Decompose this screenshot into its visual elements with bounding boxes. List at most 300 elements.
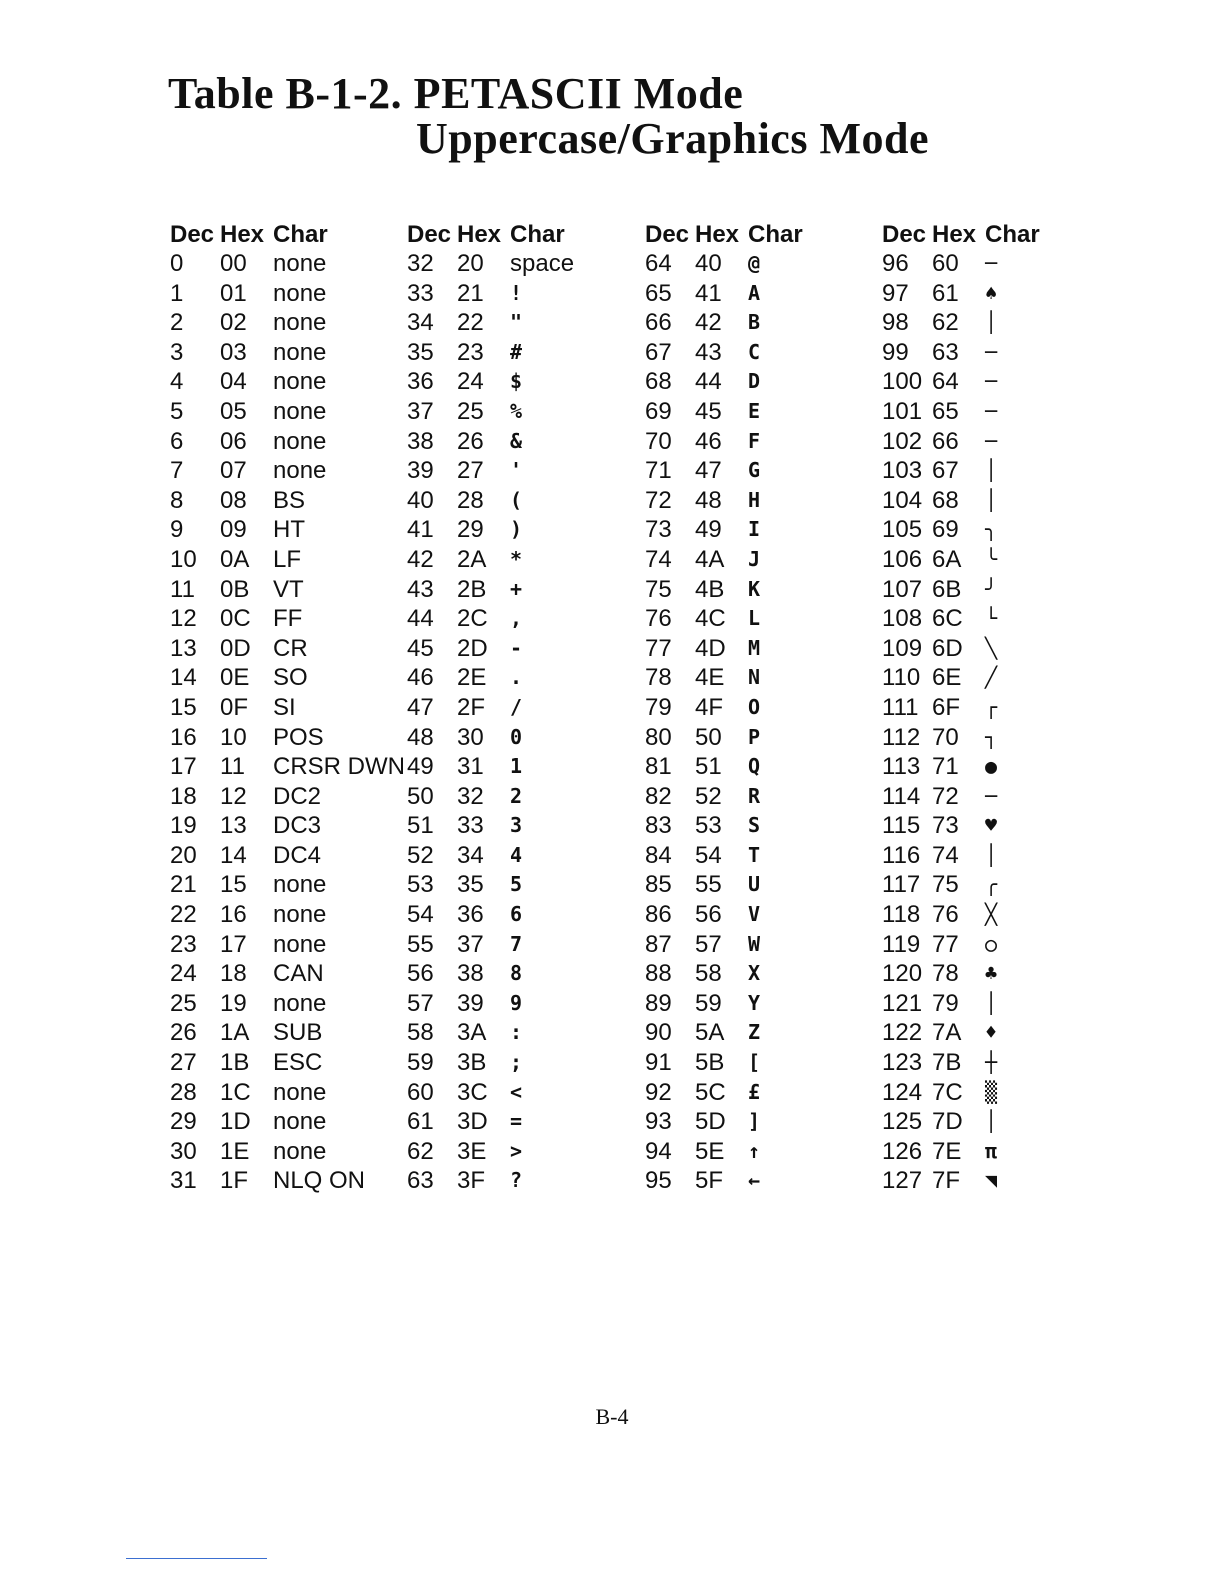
hex-cell: 3B (457, 1049, 487, 1077)
hex-cell: 3D (457, 1108, 488, 1136)
hex-cell: 2E (457, 664, 487, 692)
hex-cell: 4B (695, 575, 725, 603)
char-cell: ▒ (985, 1079, 998, 1104)
char-cell: ┌ (985, 694, 998, 719)
hex-cell: 2B (457, 575, 487, 603)
hex-cell: 18 (220, 960, 247, 988)
table-subtitle: Uppercase/Graphics Mode (416, 114, 929, 163)
char-cell: none (273, 279, 327, 307)
hex-cell: 27 (457, 457, 484, 485)
char-cell: BS (273, 486, 306, 514)
char-cell: ╲ (985, 635, 998, 660)
hex-cell: 44 (695, 368, 722, 396)
hex-cell: 70 (932, 723, 959, 751)
char-cell: ┼ (985, 1050, 998, 1075)
dec-cell: 92 (645, 1078, 672, 1106)
char-cell: ) (510, 517, 523, 542)
hex-cell: 35 (457, 871, 484, 899)
dec-cell: 104 (882, 486, 923, 514)
hex-cell: 01 (220, 279, 247, 307)
dec-cell: 107 (882, 575, 923, 603)
hex-cell: 3C (457, 1078, 488, 1106)
hex-cell: 7D (932, 1108, 963, 1136)
hex-cell: 7A (932, 1019, 962, 1047)
hex-cell: 56 (695, 901, 722, 929)
dec-cell: 73 (645, 516, 672, 544)
hex-cell: 60 (932, 250, 959, 277)
hex-cell: 6F (932, 693, 961, 721)
dec-cell: 90 (645, 1019, 672, 1047)
dec-cell: 12 (170, 605, 197, 633)
char-cell: X (748, 961, 761, 986)
dec-cell: 61 (407, 1108, 434, 1136)
hex-cell: 53 (695, 812, 722, 840)
dec-cell: 60 (407, 1078, 434, 1106)
dec-cell: 95 (645, 1167, 672, 1195)
char-cell: ] (748, 1109, 761, 1134)
dec-cell: 6 (170, 427, 184, 455)
hex-cell: 79 (932, 989, 959, 1017)
hex-cell: 72 (932, 782, 959, 810)
hex-cell: 09 (220, 516, 247, 544)
dec-cell: 53 (407, 871, 434, 899)
char-cell: S (748, 813, 761, 838)
dec-cell: 82 (645, 782, 672, 810)
dec-cell: 80 (645, 723, 672, 751)
hex-cell: 51 (695, 753, 722, 781)
char-cell: L (748, 606, 761, 631)
hex-cell: 25 (457, 397, 484, 425)
dec-cell: 87 (645, 930, 672, 958)
dec-cell: 46 (407, 664, 434, 692)
dec-cell: 30 (170, 1137, 197, 1165)
dec-cell: 47 (407, 693, 434, 721)
dec-cell: 76 (645, 605, 672, 633)
hex-cell: 59 (695, 989, 722, 1017)
dec-cell: 93 (645, 1108, 672, 1136)
header-dec: Dec (407, 221, 452, 248)
char-cell: T (748, 842, 761, 867)
hex-cell: 42 (695, 309, 722, 337)
char-cell: VT (273, 575, 304, 603)
dec-cell: 112 (882, 723, 921, 751)
hex-cell: 20 (457, 250, 484, 277)
char-cell: 8 (510, 961, 523, 986)
hex-cell: 19 (220, 989, 247, 1017)
hex-cell: 62 (932, 309, 959, 337)
char-cell: Q (748, 754, 761, 779)
dec-cell: 72 (645, 486, 672, 514)
char-cell: none (273, 1108, 327, 1136)
char-cell: ─ (985, 369, 998, 394)
hex-cell: 40 (695, 250, 722, 277)
char-cell: M (748, 635, 761, 660)
dec-cell: 25 (170, 989, 197, 1017)
dec-cell: 57 (407, 989, 434, 1017)
char-cell: [ (748, 1050, 761, 1075)
char-cell: HT (273, 516, 305, 544)
char-cell: 4 (510, 842, 523, 867)
dec-cell: 3 (170, 338, 184, 366)
hex-cell: 68 (932, 486, 959, 514)
char-cell: none (273, 1137, 327, 1165)
char-cell: none (273, 1078, 327, 1106)
dec-cell: 7 (170, 457, 184, 485)
dec-cell: 99 (882, 338, 909, 366)
hex-cell: 4C (695, 605, 726, 633)
dec-cell: 28 (170, 1078, 197, 1106)
hex-cell: 02 (220, 309, 247, 337)
header-hex: Hex (220, 221, 265, 248)
dec-cell: 124 (882, 1078, 923, 1106)
hex-cell: 4E (695, 664, 725, 692)
dec-cell: 14 (170, 664, 197, 692)
dec-cell: 106 (882, 545, 923, 573)
char-cell: DC2 (273, 782, 322, 810)
dec-cell: 1 (170, 279, 184, 307)
header-dec: Dec (170, 221, 215, 248)
char-cell: none (273, 397, 327, 425)
char-cell: │ (985, 487, 998, 512)
dec-cell: 100 (882, 368, 923, 396)
dec-cell: 98 (882, 309, 909, 337)
char-cell: V (748, 902, 761, 927)
header-hex: Hex (457, 221, 502, 248)
hex-cell: 45 (695, 397, 722, 425)
char-cell: W (748, 931, 761, 956)
dec-cell: 79 (645, 693, 672, 721)
char-cell: > (510, 1138, 523, 1163)
hex-cell: 1A (220, 1019, 250, 1047)
char-cell: CAN (273, 960, 324, 988)
dec-cell: 8 (170, 486, 184, 514)
hex-cell: 34 (457, 841, 484, 869)
char-cell: π (985, 1138, 998, 1163)
dec-cell: 118 (882, 901, 921, 929)
dec-cell: 83 (645, 812, 672, 840)
dec-cell: 89 (645, 989, 672, 1017)
char-cell: : (510, 1020, 523, 1045)
char-cell: = (510, 1109, 523, 1134)
char-cell: DC3 (273, 812, 322, 840)
dec-cell: 33 (407, 279, 434, 307)
dec-cell: 48 (407, 723, 434, 751)
dec-cell: 9 (170, 516, 184, 544)
dec-cell: 52 (407, 841, 434, 869)
dec-cell: 68 (645, 368, 672, 396)
dec-cell: 125 (882, 1108, 923, 1136)
dec-cell: 26 (170, 1019, 197, 1047)
hex-cell: 63 (932, 338, 959, 366)
dec-cell: 15 (170, 693, 197, 721)
dec-cell: 94 (645, 1137, 672, 1165)
dec-cell: 5 (170, 397, 184, 425)
hex-cell: 46 (695, 427, 722, 455)
hex-cell: 61 (932, 279, 959, 307)
dec-cell: 113 (882, 753, 921, 781)
char-cell: SO (273, 664, 308, 692)
dec-cell: 111 (882, 693, 919, 721)
char-cell: * (510, 546, 523, 571)
char-cell: CR (273, 634, 308, 662)
char-cell: 3 (510, 813, 523, 838)
char-cell: D (748, 369, 761, 394)
char-cell: , (510, 606, 523, 631)
hex-cell: 26 (457, 427, 484, 455)
char-cell: H (748, 487, 761, 512)
dec-cell: 120 (882, 960, 923, 988)
char-cell: J (748, 546, 761, 571)
hex-cell: 41 (695, 279, 722, 307)
footer-rule (126, 1558, 267, 1559)
hex-cell: 03 (220, 338, 247, 366)
char-cell: ─ (985, 251, 998, 275)
hex-cell: 4A (695, 545, 725, 573)
dec-cell: 4 (170, 368, 184, 396)
char-cell: none (273, 338, 327, 366)
dec-cell: 101 (882, 397, 923, 425)
char-cell: 5 (510, 872, 523, 897)
hex-cell: 52 (695, 782, 722, 810)
hex-cell: 1C (220, 1078, 251, 1106)
hex-cell: 33 (457, 812, 484, 840)
dec-cell: 45 (407, 634, 434, 662)
char-cell: none (273, 250, 327, 277)
hex-cell: 4D (695, 634, 726, 662)
char-cell: U (748, 872, 761, 897)
char-cell: ← (748, 1168, 761, 1193)
dec-cell: 56 (407, 960, 434, 988)
hex-cell: 04 (220, 368, 247, 396)
hex-cell: 74 (932, 841, 959, 869)
hex-cell: 0A (220, 545, 250, 573)
dec-cell: 85 (645, 871, 672, 899)
char-cell: FF (273, 605, 303, 633)
char-cell: ESC (273, 1049, 323, 1077)
char-cell: E (748, 398, 761, 423)
dec-cell: 67 (645, 338, 672, 366)
char-cell: R (748, 783, 761, 808)
dec-cell: 97 (882, 279, 909, 307)
hex-cell: 7B (932, 1049, 962, 1077)
dec-cell: 38 (407, 427, 434, 455)
hex-cell: 7F (932, 1167, 961, 1195)
char-cell: ; (510, 1050, 523, 1075)
dec-cell: 17 (170, 753, 197, 781)
hex-cell: 15 (220, 871, 247, 899)
hex-cell: 12 (220, 782, 247, 810)
hex-cell: 7C (932, 1078, 963, 1106)
dec-cell: 2 (170, 309, 184, 337)
char-cell: A (748, 280, 761, 305)
hex-cell: 48 (695, 486, 722, 514)
char-cell: ♠ (985, 280, 998, 305)
hex-cell: 0C (220, 605, 251, 633)
char-cell: none (273, 901, 327, 929)
char-cell: Y (748, 990, 761, 1015)
char-cell: │ (985, 310, 998, 335)
hex-cell: 3F (457, 1167, 486, 1195)
hex-cell: 10 (220, 723, 247, 751)
dec-cell: 126 (882, 1137, 923, 1165)
dec-cell: 10 (170, 545, 197, 573)
dec-cell: 102 (882, 427, 923, 455)
hex-cell: 5A (695, 1019, 725, 1047)
dec-cell: 0 (170, 250, 184, 277)
hex-cell: 78 (932, 960, 959, 988)
hex-cell: 57 (695, 930, 722, 958)
dec-cell: 55 (407, 930, 434, 958)
dec-cell: 62 (407, 1137, 434, 1165)
char-cell: - (510, 635, 523, 660)
char-cell: ○ (985, 931, 998, 956)
char-cell: G (748, 458, 761, 483)
hex-cell: 24 (457, 368, 484, 396)
char-cell: none (273, 457, 327, 485)
char-cell: ↑ (748, 1138, 761, 1163)
hex-cell: 71 (932, 753, 959, 781)
char-cell: & (510, 428, 523, 453)
dec-cell: 66 (645, 309, 672, 337)
char-cell: ╯ (985, 576, 998, 601)
hex-cell: 1E (220, 1137, 250, 1165)
char-cell: none (273, 368, 327, 396)
hex-cell: 65 (932, 397, 959, 425)
char-cell: │ (985, 458, 998, 483)
dec-cell: 71 (645, 457, 672, 485)
char-cell: ─ (985, 783, 998, 808)
hex-cell: 5E (695, 1137, 725, 1165)
char-cell: ─ (985, 339, 998, 364)
hex-cell: 5B (695, 1049, 725, 1077)
hex-cell: 37 (457, 930, 484, 958)
dec-cell: 20 (170, 841, 197, 869)
hex-cell: 28 (457, 486, 484, 514)
char-cell: ╰ (985, 546, 998, 571)
dec-cell: 127 (882, 1167, 923, 1195)
char-cell: 7 (510, 931, 523, 956)
char-cell: └ (985, 606, 998, 631)
char-cell: ╭ (985, 872, 998, 897)
hex-cell: 16 (220, 901, 247, 929)
hex-cell: 2F (457, 693, 486, 721)
hex-cell: 31 (457, 753, 484, 781)
char-cell: none (273, 871, 327, 899)
char-cell: ╮ (985, 517, 998, 542)
char-cell: . (510, 665, 523, 690)
char-cell: │ (985, 842, 998, 867)
dec-cell: 117 (882, 871, 921, 899)
char-cell: 1 (510, 754, 523, 779)
char-cell: POS (273, 723, 324, 751)
dec-cell: 84 (645, 841, 672, 869)
hex-cell: 6B (932, 575, 962, 603)
hex-cell: 0D (220, 634, 251, 662)
hex-cell: 22 (457, 309, 484, 337)
char-cell: none (273, 309, 327, 337)
hex-cell: 64 (932, 368, 959, 396)
char-cell: space (510, 250, 575, 277)
dec-cell: 74 (645, 545, 672, 573)
char-cell: # (510, 339, 523, 364)
dec-cell: 21 (170, 871, 197, 899)
hex-cell: 38 (457, 960, 484, 988)
char-cell: K (748, 576, 761, 601)
hex-cell: 66 (932, 427, 959, 455)
hex-cell: 06 (220, 427, 247, 455)
dec-cell: 50 (407, 782, 434, 810)
dec-cell: 123 (882, 1049, 923, 1077)
header-char: Char (273, 221, 328, 248)
dec-cell: 59 (407, 1049, 434, 1077)
char-cell: none (273, 930, 327, 958)
dec-cell: 19 (170, 812, 197, 840)
hex-cell: 36 (457, 901, 484, 929)
char-cell: P (748, 724, 761, 749)
hex-cell: 29 (457, 516, 484, 544)
hex-cell: 7E (932, 1137, 962, 1165)
dec-cell: 121 (882, 989, 923, 1017)
hex-cell: 1B (220, 1049, 250, 1077)
dec-cell: 31 (170, 1167, 197, 1195)
dec-cell: 116 (882, 841, 921, 869)
hex-cell: 1F (220, 1167, 249, 1195)
char-cell: + (510, 576, 523, 601)
hex-cell: 55 (695, 871, 722, 899)
dec-cell: 34 (407, 309, 434, 337)
hex-cell: 1D (220, 1108, 251, 1136)
header-dec: Dec (882, 221, 927, 248)
hex-cell: 14 (220, 841, 247, 869)
hex-cell: 3A (457, 1019, 487, 1047)
char-cell: C (748, 339, 761, 364)
dec-cell: 81 (645, 753, 672, 781)
char-cell: O (748, 694, 761, 719)
char-cell: │ (985, 990, 998, 1015)
hex-cell: 0F (220, 693, 249, 721)
dec-cell: 44 (407, 605, 434, 633)
hex-cell: 2C (457, 605, 488, 633)
char-cell: F (748, 428, 761, 453)
table-title: Table B-1-2. PETASCII Mode (168, 69, 744, 118)
char-cell: ─ (985, 398, 998, 423)
dec-cell: 77 (645, 634, 672, 662)
hex-cell: 00 (220, 250, 247, 277)
hex-cell: 50 (695, 723, 722, 751)
hex-cell: 76 (932, 901, 959, 929)
dec-cell: 41 (407, 516, 434, 544)
hex-cell: 43 (695, 338, 722, 366)
char-cell: I (748, 517, 761, 542)
hex-cell: 67 (932, 457, 959, 485)
dec-cell: 109 (882, 634, 923, 662)
hex-cell: 21 (457, 279, 484, 307)
char-cell: % (510, 398, 523, 423)
dec-cell: 119 (882, 930, 921, 958)
dec-cell: 11 (170, 575, 195, 603)
dec-cell: 16 (170, 723, 197, 751)
char-cell: ╱ (985, 665, 998, 690)
dec-cell: 115 (882, 812, 921, 840)
dec-cell: 108 (882, 605, 923, 633)
dec-cell: 23 (170, 930, 197, 958)
dec-cell: 27 (170, 1049, 197, 1077)
dec-cell: 54 (407, 901, 434, 929)
dec-cell: 29 (170, 1108, 197, 1136)
char-cell: ♣ (985, 961, 998, 986)
dec-cell: 122 (882, 1019, 923, 1047)
char-cell: ─ (985, 428, 998, 453)
